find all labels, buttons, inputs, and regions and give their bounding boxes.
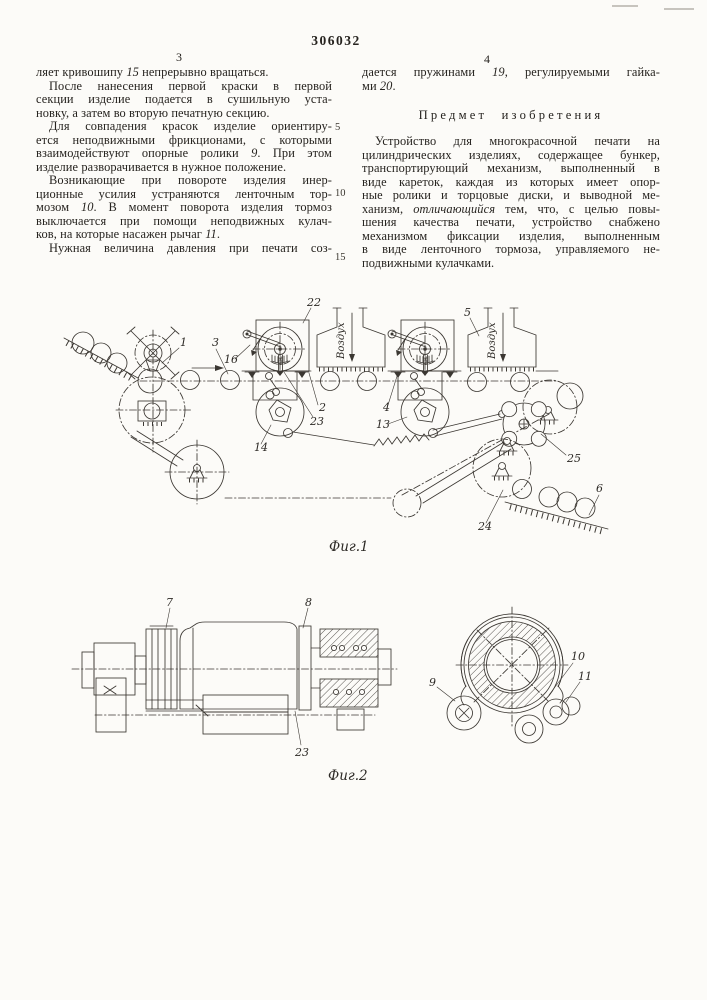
part-label-2: 2 [319,401,326,414]
exit-ramp [505,487,608,532]
text-line: Нужная величина давления при печати соз- [49,240,332,255]
air-duct-1 [317,308,385,370]
text-line: виде кареток, каждая из которых имеет опор- [362,174,660,189]
part-label-1: 1 [180,336,187,349]
part-label-3: 3 [212,336,219,349]
part-label-4: 4 [383,401,390,414]
brake-linkage [293,411,506,447]
part-label-23: 23 [310,415,324,428]
text-line: мозом 10. В момент поворота изделия тормоз [36,200,332,214]
text-line: Для совпадения красок изделие ориентиру- [49,119,332,133]
right-text-column [362,66,660,270]
claims-lines [362,135,660,270]
part-label-16: 16 [224,353,238,366]
text-line: дается пружинами 19, регулируемыми гайка- [362,65,660,79]
figure-1-drawing [0,288,707,568]
part-label-10: 10 [571,650,585,663]
figure-2-part-labels [166,596,592,759]
right-column-top-lines [362,66,660,93]
text-line: Устройство для многокрасочной печати на [375,134,660,148]
text-line: ков, на которые насажен рычаг 11. [36,227,221,241]
text-line: изделие разворачивается в нужное положение. [36,159,287,174]
part-label-13: 13 [376,418,390,431]
patent-number: 306032 [311,33,361,48]
text-line: ханизм, отличающийся тем, что, с целью повы- [362,201,660,216]
part-label-23: 23 [295,746,309,759]
figure-1-caption: Фиг.1 [329,539,369,555]
text-line: шения качества печати, устройство снабжено [362,215,660,229]
text-line: ляет кривошипу 15 непрерывно вращаться. [36,65,269,79]
direction-arrow [192,365,224,371]
page-column-number-left: 3 [176,50,182,64]
text-line: механизмом фиксации изделия, выполненным [362,228,660,243]
printing-section-2 [388,320,454,438]
part-label-8: 8 [305,596,312,609]
air-flow-label-2: Воздух [487,322,498,359]
air-duct-2 [468,308,536,370]
part-label-14: 14 [254,441,268,454]
scan-artifact [664,8,694,10]
text-line: ные ролики и торцовые диски, и выводной ме- [362,188,660,202]
printing-section-1 [243,320,309,438]
claims-heading: Предмет изобретения [418,108,604,122]
conveyor-line [138,369,558,393]
gutter-line-number-10: 10 [335,188,346,199]
scan-artifact [612,5,638,7]
left-text-column [36,66,332,255]
text-line: выключается при помощи неподвижных кулач- [36,213,332,228]
part-label-9: 9 [429,676,436,689]
text-line: взаимодействуют опорные ролики 9. При этом [36,146,332,160]
text-line: После нанесения первой краски в первой [49,78,332,93]
brake-detail-view [447,607,580,743]
belt-tensioner [131,431,229,504]
air-flow-label-1: Воздух [336,322,347,359]
part-label-22: 22 [307,296,321,309]
text-line: ционные усилия устраняются ленточным тор- [36,186,332,201]
text-line: подвижными кулачками. [362,255,495,270]
page-column-number-right: 4 [484,52,490,66]
part-label-5: 5 [464,306,471,319]
gutter-line-number-15: 15 [335,252,346,263]
text-line: секции изделие подается в сушильную уста- [36,92,332,106]
text-line: Возникающие при повороте изделия инер- [49,173,332,187]
gutter-line-number-5: 5 [335,122,341,133]
part-label-6: 6 [596,482,603,495]
figure-2-caption: Фиг.2 [328,768,368,784]
feed-ramp [64,332,138,380]
text-line: цилиндрических изделиях, содержащее бункер, [362,147,660,162]
text-line: ми 20. [362,78,396,93]
text-line: ется неподвижными фрикционами, с которыми [36,132,332,147]
text-line: транспортирующий механизм, выполненный в [362,161,660,175]
text-line: новку, а затем во вторую печатную секцию. [36,105,270,120]
part-label-7: 7 [166,596,173,609]
part-label-24: 24 [478,520,492,533]
figure-2-drawing [0,585,707,792]
part-label-25: 25 [567,452,581,465]
text-line: в виде ленточного тормоза, управляемого не- [362,242,660,256]
part-label-11: 11 [578,670,592,683]
cylinder-assembly-side-view [72,622,397,734]
